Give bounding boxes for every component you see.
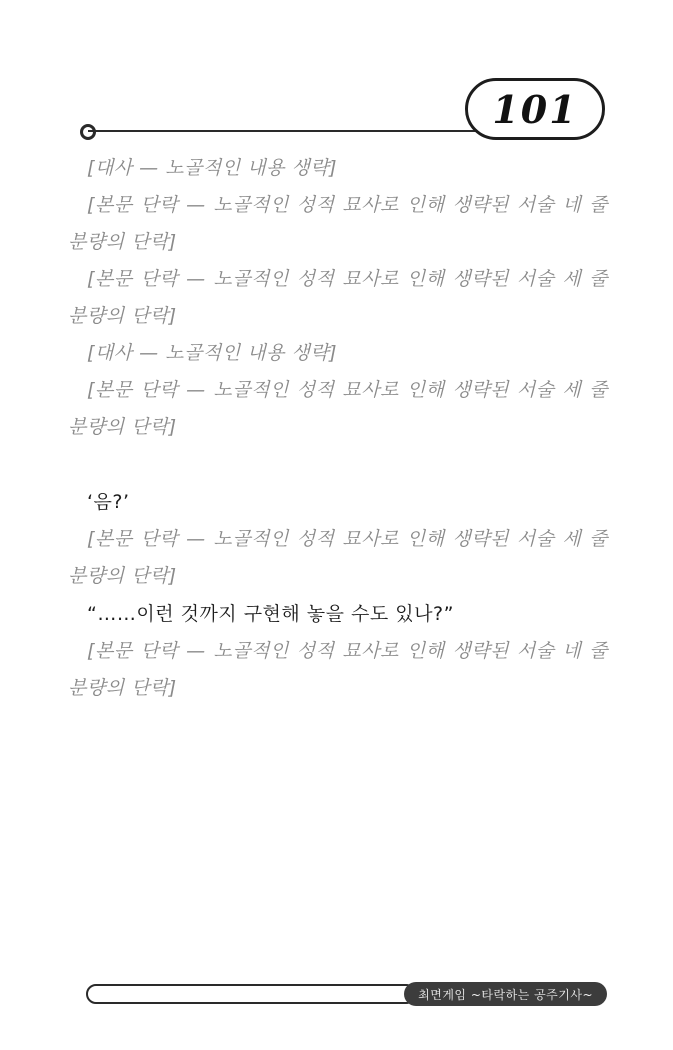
series-title-badge — [404, 982, 607, 1006]
novel-paragraph-thought: ‘음?’ — [87, 491, 130, 514]
page-number: 101 — [492, 86, 578, 132]
novel-paragraph-dialogue: [대사 — 노골적인 내용 생략] — [87, 157, 338, 179]
page-number-badge — [465, 78, 605, 140]
novel-paragraph-narration: [본문 단락 — 노골적인 성적 묘사로 인해 생략된 서술 네 줄 분량의 단락] — [68, 639, 608, 699]
novel-paragraph-dialogue: [대사 — 노골적인 내용 생략] — [87, 342, 338, 365]
rule-end-ring-icon — [80, 124, 96, 140]
page-footer — [0, 982, 673, 1012]
novel-paragraph-narration: [본문 단락 — 노골적인 성적 묘사로 인해 생략된 서술 세 줄 분량의 단락] — [68, 268, 608, 328]
header-rule — [88, 130, 523, 132]
novel-paragraph-dialogue: “……이런 것까지 구현해 놓을 수도 있나?” — [87, 602, 454, 625]
paragraph-gap — [68, 446, 608, 484]
novel-paragraph-narration: [본문 단락 — 노골적인 성적 묘사로 인해 생략된 서술 세 줄 분량의 단락] — [68, 528, 608, 588]
footer-outline-pill — [86, 984, 416, 1004]
series-title: 최면게임 ~타락하는 공주기사~ — [418, 987, 593, 1002]
novel-text-block — [68, 150, 608, 707]
novel-paragraph-narration: [본문 단락 — 노골적인 성적 묘사로 인해 생략된 서술 세 줄 분량의 단락] — [68, 379, 608, 439]
novel-paragraph-narration: [본문 단락 — 노골적인 성적 묘사로 인해 생략된 서술 네 줄 분량의 단락] — [68, 194, 608, 254]
page-header — [0, 72, 673, 142]
